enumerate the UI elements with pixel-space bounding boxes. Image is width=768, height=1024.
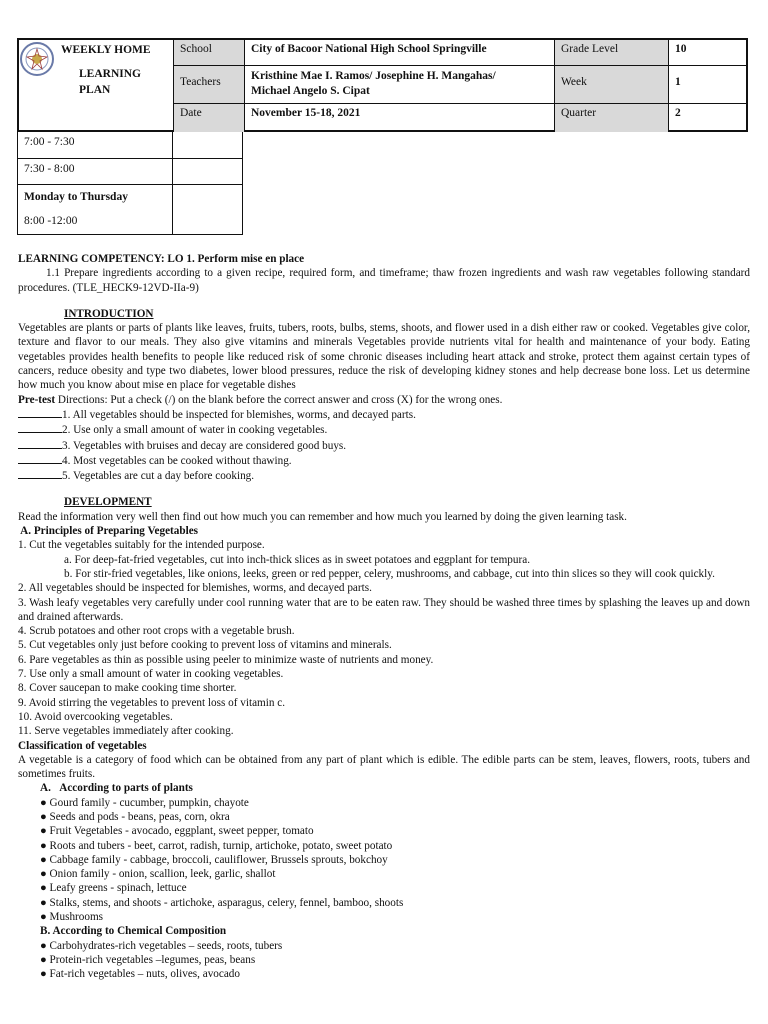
- principle-subitem: b. For stir-fried vegetables, like onions, leeks, green or red pepper, celery, mushrooms, and cabbage, cut into thin slices so they will cook quickly.: [64, 567, 715, 580]
- parts-item: ● Onion family - onion, scallion, leek, garlic, shallot: [40, 868, 276, 881]
- principle-item: 10. Avoid overcooking vegetables.: [18, 710, 173, 723]
- development-heading: DEVELOPMENT: [64, 496, 152, 509]
- competency-text: 1.1 Prepare ingredients according to a given recipe, required form, and timeframe; thaw frozen ingredients and wash raw vegetables following standard procedures. (TLE_HECK9-12VD-IIa-9): [18, 267, 750, 294]
- date-value: November 15-18, 2021: [245, 104, 555, 132]
- header-table: [17, 38, 748, 132]
- pretest-text: Directions: Put a check (/) on the blank before the correct answer and cross (X) for the wrong ones.: [55, 393, 503, 406]
- plan-title-line2: LEARNING: [79, 68, 141, 80]
- schedule-table: [17, 132, 243, 235]
- schedule-row: [18, 185, 243, 235]
- schedule-cell: [173, 185, 243, 234]
- plan-title-cell: [19, 40, 174, 132]
- parts-item: ● Cabbage family - cabbage, broccoli, cauliflower, Brussels sprouts, bokchoy: [40, 853, 388, 866]
- pretest-list: [18, 407, 750, 483]
- principle-item: 5. Cut vegetables only just before cooking to prevent loss of vitamins and minerals.: [18, 639, 392, 652]
- principle-item: 8. Cover saucepan to make cooking time shorter.: [18, 682, 237, 695]
- plan-title-line3: PLAN: [79, 84, 111, 96]
- pretest-item: 5. Vegetables are cut a day before cooking.: [18, 468, 750, 483]
- principle-subitem: a. For deep-fat-fried vegetables, cut into inch-thick slices as in sweet potatoes and eggplant for tempura.: [64, 553, 530, 566]
- week-label: Week: [555, 66, 669, 104]
- schedule-cell: [173, 132, 243, 158]
- competency-heading: LEARNING COMPETENCY: LO 1. Perform mise en place: [18, 253, 305, 265]
- teachers-label: Teachers: [174, 66, 245, 104]
- parts-item: ● Fruit Vegetables - avocado, eggplant, sweet pepper, tomato: [40, 825, 314, 838]
- pretest-item: 4. Most vegetables can be cooked without thawing.: [18, 453, 750, 468]
- pretest-item: 2. Use only a small amount of water in cooking vegetables.: [18, 422, 750, 437]
- parts-item: ● Roots and tubers - beet, carrot, radish, turnip, artichoke, potato, sweet potato: [40, 839, 393, 852]
- parts-item: ● Seeds and pods - beans, peas, corn, okra: [40, 810, 230, 823]
- schedule-time: 8:00 -12:00: [24, 215, 78, 227]
- introduction-heading: INTRODUCTION: [64, 307, 154, 320]
- chemical-item: ● Fat-rich vegetables – nuts, olives, avocado: [40, 968, 240, 981]
- parts-heading: A. According to parts of plants: [40, 782, 193, 795]
- chemical-heading: B. According to Chemical Composition: [40, 925, 227, 938]
- introduction-text: Vegetables are plants or parts of plants like leaves, fruits, tubers, roots, bulbs, stems, shoots, and flower used in a dish either raw or cooked. Vegetables give color, texture and flavor to our meals. They also give vitamins and minerals Vegetables provide nutrients vital for health and maintenance of your body. Eating vegetables provides health benefits to people like reduced risk of some chronic diseases including heart attack and stroke, protect them against certain types of cancers, reduce obesity and type two diabetes, lower blood pressures, reduce the risk of developing kidney stones and help decrease bone loss. Let us determine how much you know about mise en place for vegetable dishes: [18, 322, 750, 392]
- development-text: Read the information very well then find out how much you can remember and how much you learned by doing the given learning task.: [18, 510, 627, 523]
- principle-item: 7. Use only a small amount of water in cooking vegetables.: [18, 668, 284, 681]
- teachers-line2: Michael Angelo S. Cipat: [251, 85, 370, 97]
- parts-item: ● Gourd family - cucumber, pumpkin, chayote: [40, 796, 249, 809]
- classification-heading: Classification of vegetables: [18, 739, 147, 752]
- pretest-item: 1. All vegetables should be inspected for blemishes, worms, and decayed parts.: [18, 407, 750, 422]
- document-body: [18, 252, 750, 982]
- schedule-day: Monday to Thursday: [24, 191, 128, 203]
- principle-item: 2. All vegetables should be inspected for blemishes, worms, and decayed parts.: [18, 582, 372, 595]
- pretest-label: Pre-test: [18, 393, 56, 406]
- schedule-row: [18, 132, 243, 159]
- school-label: School: [174, 40, 245, 66]
- date-label: Date: [174, 104, 245, 132]
- quarter-label: Quarter: [555, 104, 669, 132]
- chemical-item: ● Protein-rich vegetables –legumes, peas, beans: [40, 953, 256, 966]
- principle-item: 3. Wash leafy vegetables very carefully under cool running water that are to be eaten raw. They should be washed three times by splashing the leaves up and down and drained afterwards.: [18, 596, 750, 623]
- chemical-item: ● Carbohydrates-rich vegetables – seeds, roots, tubers: [40, 939, 283, 952]
- principle-item: 1. Cut the vegetables suitably for the intended purpose.: [18, 539, 265, 552]
- schedule-time: 7:00 - 7:30: [18, 132, 173, 158]
- grade-label: Grade Level: [555, 40, 669, 66]
- principles-heading: A. Principles of Preparing Vegetables: [18, 525, 199, 538]
- principle-item: 11. Serve vegetables immediately after cooking.: [18, 725, 234, 738]
- schedule-cell: [173, 159, 243, 184]
- teachers-value: [245, 66, 555, 104]
- parts-item: ● Leafy greens - spinach, lettuce: [40, 882, 187, 895]
- parts-item: ● Mushrooms: [40, 911, 104, 924]
- grade-value: 10: [669, 40, 746, 66]
- schedule-row: [18, 159, 243, 185]
- principle-item: 6. Pare vegetables as thin as possible using peeler to minimize waste of nutrients and money.: [18, 653, 434, 666]
- pretest-directions: [18, 393, 750, 407]
- classification-text: A vegetable is a category of food which can be obtained from any part of plant which is edible. The edible parts can be stem, leaves, flowers, roots, tubers and sometimes fruits.: [18, 753, 750, 781]
- week-value: 1: [669, 66, 746, 104]
- schedule-day-cell: [18, 185, 173, 234]
- pretest-item: 3. Vegetables with bruises and decay are considered good buys.: [18, 438, 750, 453]
- plan-title-line1: WEEKLY HOME: [61, 44, 151, 56]
- principle-item: 9. Avoid stirring the vegetables to prevent loss of vitamin c.: [18, 696, 285, 709]
- schedule-time: 7:30 - 8:00: [18, 159, 173, 184]
- parts-item: ● Stalks, stems, and shoots - artichoke, asparagus, celery, fennel, bamboo, shoots: [40, 896, 404, 909]
- teachers-line1: Kristhine Mae I. Ramos/ Josephine H. Mangahas/: [251, 70, 496, 82]
- principle-item: 4. Scrub potatoes and other root crops with a vegetable brush.: [18, 625, 295, 638]
- quarter-value: 2: [675, 107, 681, 119]
- school-value: City of Bacoor National High School Springville: [245, 40, 555, 66]
